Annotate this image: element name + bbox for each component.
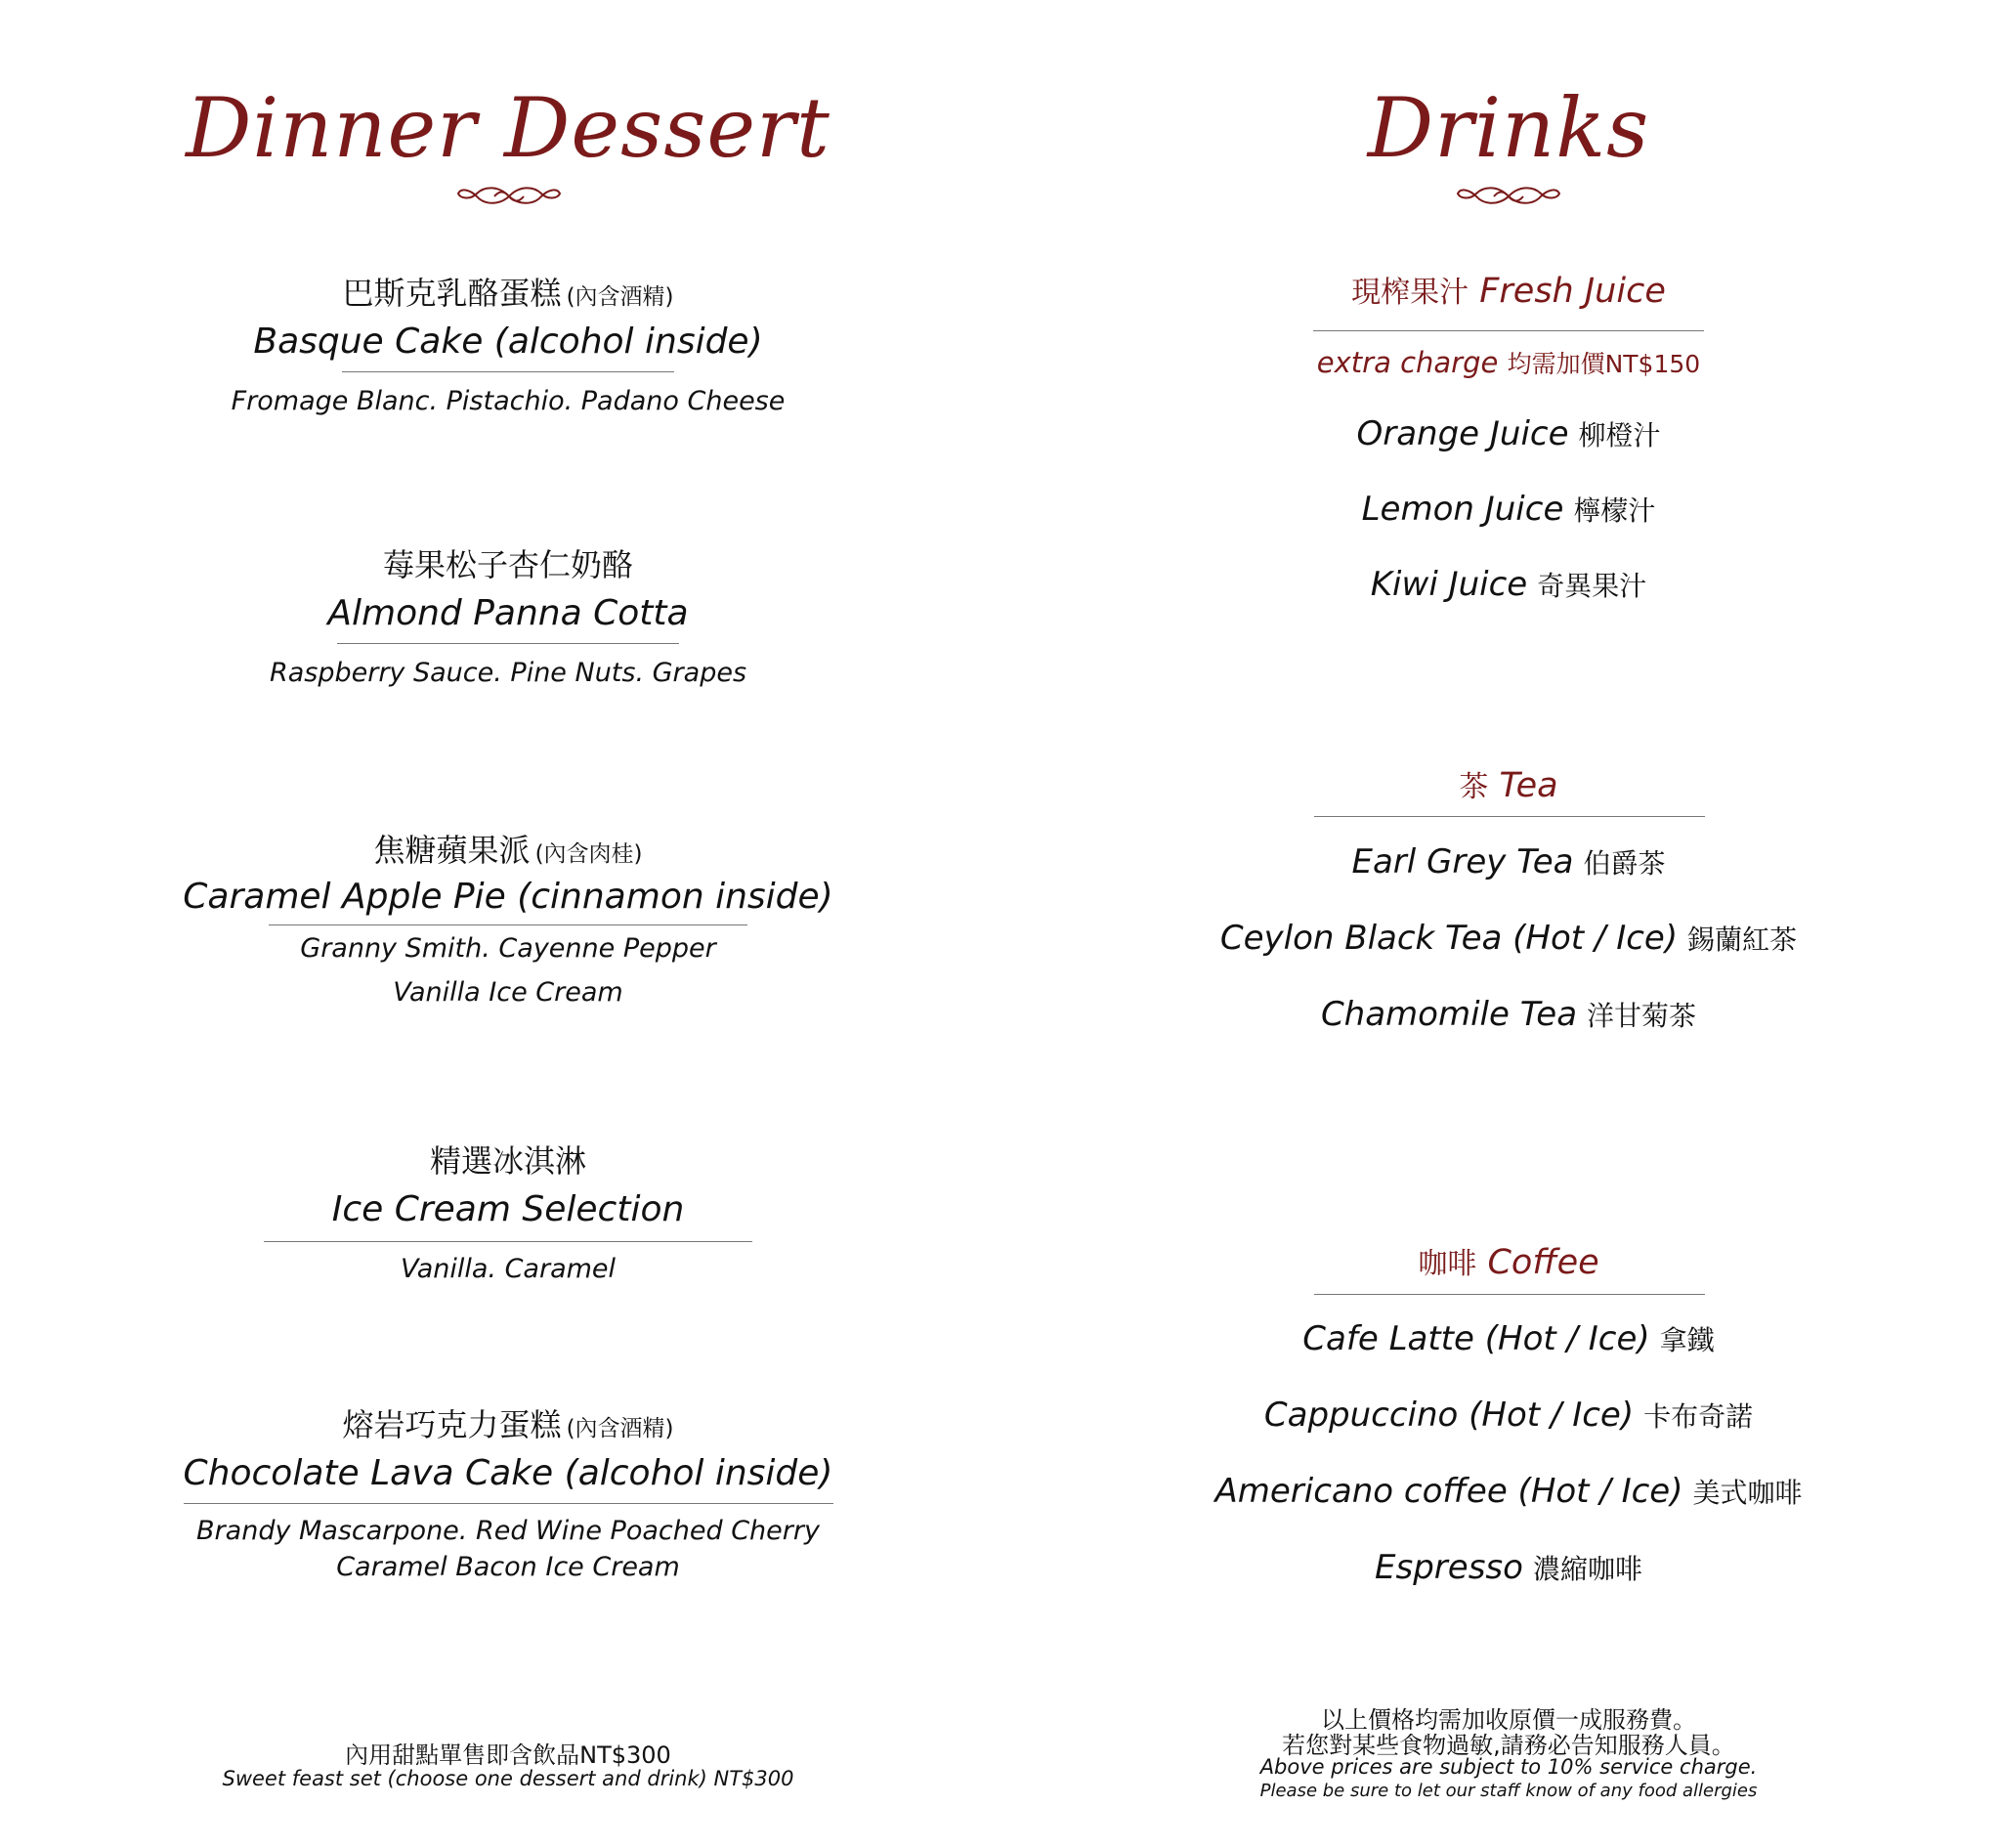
drink-item-cn: 濃縮咖啡 xyxy=(1532,1553,1642,1585)
service-charge-en: Above prices are subject to 10% service charge. xyxy=(1259,1755,1758,1779)
drink-item xyxy=(1016,565,2001,604)
dessert-item-divider xyxy=(264,1241,752,1242)
dessert-item-cn-note: (內含酒精) xyxy=(566,284,674,310)
flourish-ornament-icon xyxy=(455,182,563,211)
coffee-title-cn: 咖啡 xyxy=(1418,1247,1477,1281)
juice-title-cn: 現榨果汁 xyxy=(1351,276,1469,310)
drink-item xyxy=(1016,414,2001,453)
dessert-item-description: Brandy Mascarpone. Red Wine Poached Cherry xyxy=(196,1516,820,1546)
tea-title-cn: 茶 xyxy=(1459,770,1489,804)
allergy-notice-en: Please be sure to let our staff know of any food allergies xyxy=(1259,1781,1758,1801)
dessert-item-divider xyxy=(184,1503,833,1504)
juice-divider xyxy=(1313,330,1704,331)
dessert-item-description: Vanilla Ice Cream xyxy=(393,977,623,1008)
flourish-ornament-icon xyxy=(1455,182,1562,211)
allergy-notice-cn: 若您對某些食物過敏,請務必告知服務人員。 xyxy=(1282,1732,1735,1759)
coffee-section-title xyxy=(1016,1239,2001,1282)
drink-item-en: Americano coffee (Hot / Ice) xyxy=(1214,1472,1683,1511)
dessert-item-en-name: Chocolate Lava Cake (alcohol inside) xyxy=(183,1453,833,1493)
drink-item-en: Orange Juice xyxy=(1356,414,1569,453)
dessert-item-cn-name: 精選冰淇淋 xyxy=(429,1142,586,1180)
drink-item xyxy=(1016,919,2001,958)
drink-item-cn: 洋甘菊茶 xyxy=(1587,1000,1697,1032)
drink-item xyxy=(1016,995,2001,1034)
dessert-item xyxy=(0,1400,1016,1582)
dessert-item-cn-name: 莓果松子杏仁奶酪 xyxy=(382,546,633,583)
dessert-item-en-name: Caramel Apple Pie (cinnamon inside) xyxy=(183,877,833,917)
coffee-title-en: Coffee xyxy=(1487,1243,1599,1282)
drink-item-en: Cappuccino (Hot / Ice) xyxy=(1263,1396,1635,1435)
service-charge-cn: 以上價格均需加收原價一成服務費。 xyxy=(1321,1706,1696,1734)
dessert-item xyxy=(0,826,1016,1008)
dessert-item-cn-name: 巴斯克乳酪蛋糕 xyxy=(342,275,562,312)
drink-item-cn: 伯爵茶 xyxy=(1583,847,1666,880)
drink-item-en: Lemon Juice xyxy=(1361,490,1564,529)
drink-item-en: Cafe Latte (Hot / Ice) xyxy=(1302,1319,1650,1358)
tea-section-title xyxy=(1016,762,2001,805)
dessert-item-divider xyxy=(342,371,674,372)
dessert-item-cn-name: 熔岩巧克力蛋糕 xyxy=(342,1406,562,1443)
coffee-divider xyxy=(1314,1294,1705,1295)
drink-item xyxy=(1016,490,2001,529)
dessert-item xyxy=(0,269,1016,416)
juice-extra-cn: 均需加價NT$150 xyxy=(1507,350,1701,378)
drink-item-cn: 拿鐵 xyxy=(1659,1324,1715,1356)
dessert-item-description: Vanilla. Caramel xyxy=(400,1254,617,1284)
dessert-item-cn-name: 焦糖蘋果派 xyxy=(373,832,531,869)
drink-item-cn: 美式咖啡 xyxy=(1692,1477,1803,1509)
drink-item-cn: 柳橙汁 xyxy=(1578,419,1661,451)
juice-extra-charge xyxy=(1016,345,2001,380)
drink-item-en: Kiwi Juice xyxy=(1370,565,1528,604)
dessert-item-description: Granny Smith. Cayenne Pepper xyxy=(300,933,716,964)
juice-section-title xyxy=(1016,268,2001,311)
drink-item-cn: 檸檬汁 xyxy=(1573,494,1656,527)
dessert-item-description: Fromage Blanc. Pistachio. Padano Cheese xyxy=(231,386,786,416)
drink-item xyxy=(1016,1472,2001,1511)
drink-item-cn: 奇異果汁 xyxy=(1537,570,1647,602)
drink-item-en: Chamomile Tea xyxy=(1320,995,1578,1034)
drink-item xyxy=(1016,842,2001,881)
drink-item-en: Earl Grey Tea xyxy=(1351,842,1574,881)
dessert-heading: Dinner Dessert xyxy=(186,80,830,176)
dessert-item xyxy=(0,540,1016,688)
juice-title-en: Fresh Juice xyxy=(1479,272,1666,311)
dessert-footer-cn: 內用甜點單售即含飲品NT$300 xyxy=(345,1741,671,1769)
drinks-column xyxy=(1016,0,2001,1848)
dessert-item-cn-note: (內含酒精) xyxy=(566,1416,674,1441)
drink-item-cn: 錫蘭紅茶 xyxy=(1687,924,1798,956)
juice-extra-en: extra charge xyxy=(1316,346,1499,379)
drink-item-cn: 卡布奇諾 xyxy=(1643,1400,1754,1433)
dessert-item-en-name: Almond Panna Cotta xyxy=(327,593,689,633)
drink-item-en: Espresso xyxy=(1375,1548,1523,1587)
dessert-item-divider xyxy=(269,924,747,925)
drink-item xyxy=(1016,1319,2001,1358)
dessert-item-description: Raspberry Sauce. Pine Nuts. Grapes xyxy=(269,658,747,688)
dessert-item-cn-note: (內含肉桂) xyxy=(534,841,643,867)
dessert-footer-en: Sweet feast set (choose one dessert and drink) NT$300 xyxy=(222,1767,794,1790)
dessert-item xyxy=(0,1137,1016,1284)
tea-title-en: Tea xyxy=(1499,766,1558,805)
dessert-item-divider xyxy=(337,643,679,644)
drink-item-en: Ceylon Black Tea (Hot / Ice) xyxy=(1219,919,1679,958)
drink-item xyxy=(1016,1396,2001,1435)
dessert-item-en-name: Ice Cream Selection xyxy=(331,1189,685,1229)
drinks-heading: Drinks xyxy=(1367,80,1650,176)
dessert-item-en-name: Basque Cake (alcohol inside) xyxy=(253,322,763,362)
dessert-item-description: Caramel Bacon Ice Cream xyxy=(336,1552,680,1582)
drink-item xyxy=(1016,1548,2001,1587)
tea-divider xyxy=(1314,816,1705,817)
